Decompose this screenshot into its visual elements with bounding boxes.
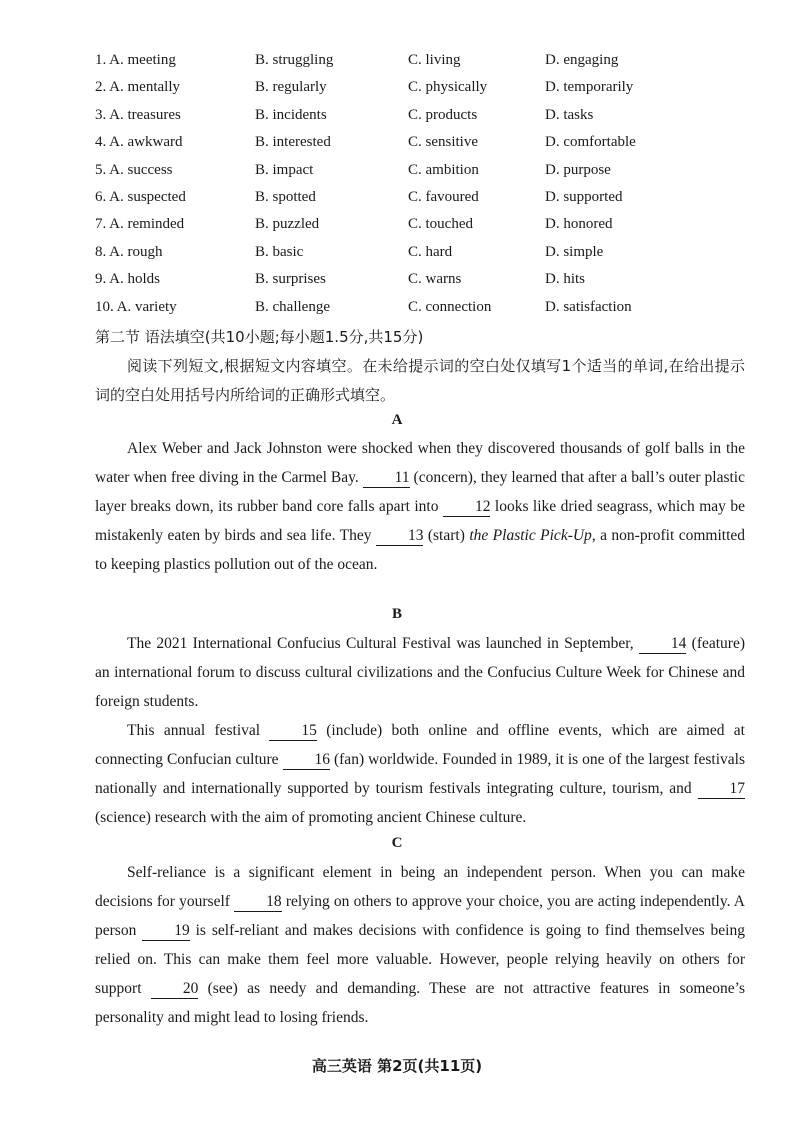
option-c[interactable]: C. favoured <box>408 188 479 205</box>
option-row <box>95 47 775 74</box>
option-a[interactable]: 5. A. success <box>95 161 173 178</box>
option-c[interactable]: C. ambition <box>408 161 479 178</box>
section-title: 第二节 语法填空(共10小题;每小题1.5分,共15分) <box>95 328 424 346</box>
option-b[interactable]: B. basic <box>255 243 304 260</box>
option-b[interactable]: B. struggling <box>255 52 334 68</box>
passage-b-letter: B <box>391 606 402 622</box>
blank-11[interactable]: 11 <box>363 469 410 488</box>
option-row <box>95 239 775 266</box>
passage-b-para-2: This annual festival 15 (include) both online and offline events, which are aimed at connecting Confucian culture 16 (fan) worldwide. Founded in 1989, it is one of the largest festivals nationally and internationally supported by tourism festivals integrating culture, tourism, and 17 (science) research with the aim of promoting ancient Chinese culture. <box>95 722 745 826</box>
section-instructions: 阅读下列短文,根据短文内容填空。在未给提示词的空白处仅填写1个适当的单词,在给出提示词的空白处用括号内所给词的正确形式填空。 <box>95 357 745 404</box>
option-row <box>95 74 775 101</box>
option-c[interactable]: C. physically <box>408 79 488 96</box>
option-c[interactable]: C. living <box>408 52 461 68</box>
option-b[interactable]: B. surprises <box>255 271 326 288</box>
option-d[interactable]: D. hits <box>545 271 586 288</box>
option-b[interactable]: B. challenge <box>255 298 330 315</box>
option-a[interactable]: 7. A. reminded <box>95 216 185 233</box>
option-b[interactable]: B. interested <box>255 134 331 151</box>
option-d[interactable]: D. simple <box>545 243 604 260</box>
option-row <box>95 102 775 129</box>
option-b[interactable]: B. puzzled <box>255 216 320 233</box>
option-d[interactable]: D. honored <box>545 216 613 233</box>
passage-a-letter: A <box>391 412 403 428</box>
option-a[interactable]: 3. A. treasures <box>95 106 181 123</box>
option-a[interactable]: 10. A. variety <box>95 298 177 315</box>
option-a[interactable]: 1. A. meeting <box>95 52 176 68</box>
option-a[interactable]: 4. A. awkward <box>95 134 183 151</box>
option-b[interactable]: B. incidents <box>255 106 327 123</box>
option-d[interactable]: D. comfortable <box>545 134 636 151</box>
blank-19[interactable]: 19 <box>142 922 190 941</box>
option-d[interactable]: D. purpose <box>545 161 611 178</box>
option-c[interactable]: C. touched <box>408 216 473 233</box>
option-row <box>95 157 775 184</box>
page-footer: 高三英语 第2页(共11页) <box>311 1057 483 1075</box>
option-row <box>95 266 775 293</box>
option-d[interactable]: D. temporarily <box>545 79 634 96</box>
blank-18[interactable]: 18 <box>234 893 282 912</box>
option-row <box>95 211 775 238</box>
option-a[interactable]: 2. A. mentally <box>95 79 180 96</box>
option-row <box>95 294 775 321</box>
blank-13[interactable]: 13 <box>376 527 424 546</box>
option-d[interactable]: D. tasks <box>545 106 594 123</box>
passage-b-para-1: The 2021 International Confucius Cultural Festival was launched in September, 14 (feature) an international forum to discuss cultural civilizations and the Confucius Culture Week for Chinese and foreign students. <box>95 635 746 710</box>
option-c[interactable]: C. hard <box>408 243 453 260</box>
option-d[interactable]: D. supported <box>545 188 623 205</box>
option-a[interactable]: 8. A. rough <box>95 243 163 260</box>
blank-12[interactable]: 12 <box>443 498 491 517</box>
option-a[interactable]: 9. A. holds <box>95 271 161 288</box>
option-b[interactable]: B. impact <box>255 161 314 178</box>
blank-14[interactable]: 14 <box>639 635 687 654</box>
italic-title: the Plastic Pick-Up <box>469 527 592 544</box>
option-b[interactable]: B. regularly <box>255 79 327 96</box>
blank-16[interactable]: 16 <box>283 751 331 770</box>
option-c[interactable]: C. sensitive <box>408 134 478 151</box>
option-d[interactable]: D. satisfaction <box>545 298 632 315</box>
passage-c: Self-reliance is a significant element in being an independent person. When you can make decisions for yourself 18 relying on others to approve your choice, you are acting independently. A person 19 is self-reliant and makes decisions with confidence is going to find themselves being relied on. This can make them feel more valuable. However, people relying heavily on others for support 20 (see) as needy and demanding. These are not attractive features in someone’s personality and might lead to losing friends. <box>95 864 745 1026</box>
option-row <box>95 129 775 156</box>
option-a[interactable]: 6. A. suspected <box>95 188 186 205</box>
option-c[interactable]: C. connection <box>408 298 492 315</box>
option-d[interactable]: D. engaging <box>545 52 619 68</box>
blank-17[interactable]: 17 <box>698 780 746 799</box>
passage-a: Alex Weber and Jack Johnston were shocked when they discovered thousands of golf balls in the water when free diving in the Carmel Bay. 11 (concern), they learned that after a ball’s outer plastic layer breaks down, its rubber band core falls apart into 12 looks like dried seagrass, which may be mistakenly eaten by birds and sea life. They 13 (start) the Plastic Pick-Up, a non-profit committed to keeping plastics pollution out of the ocean. <box>95 440 745 573</box>
passage-c-letter: C <box>391 835 403 851</box>
blank-20[interactable]: 20 <box>151 980 199 999</box>
option-c[interactable]: C. products <box>408 106 478 123</box>
blank-15[interactable]: 15 <box>269 722 317 741</box>
option-c[interactable]: C. warns <box>408 271 462 288</box>
options-table <box>95 47 775 321</box>
option-row <box>95 184 775 211</box>
option-b[interactable]: B. spotted <box>255 188 316 205</box>
